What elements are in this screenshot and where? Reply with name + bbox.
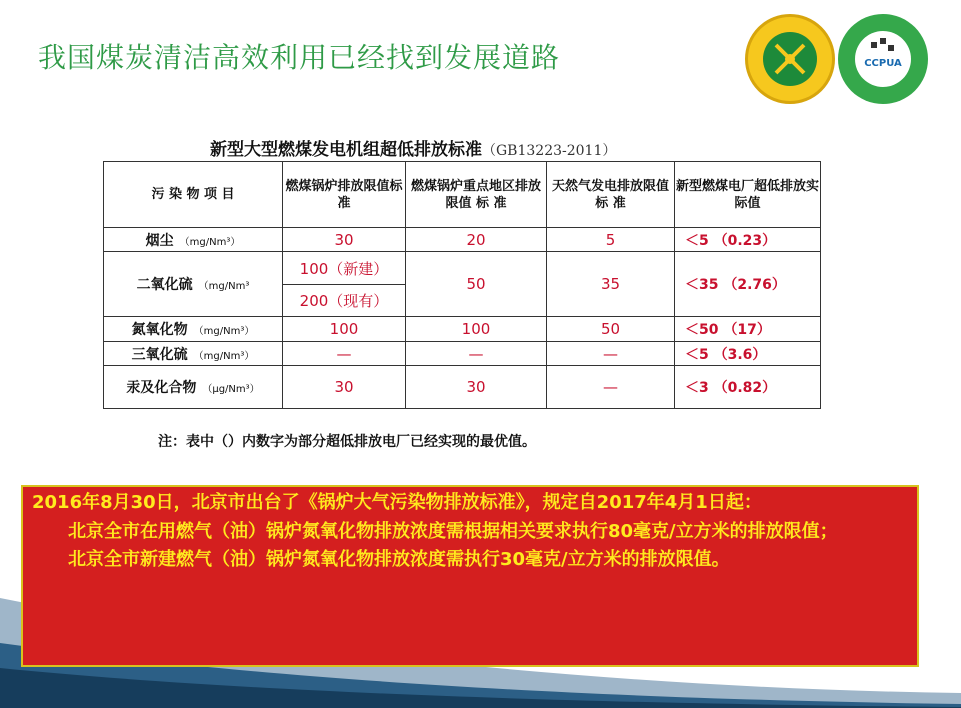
pollutant-label: 氮氧化物 （mg/Nm³） — [104, 317, 283, 342]
pollutant-label: 二氧化硫 （mg/Nm³ — [104, 252, 283, 317]
pollutant-label: 汞及化合物 （μg/Nm³） — [104, 366, 283, 409]
coal-association-logo — [745, 14, 835, 104]
gas-limit-value: 35 — [547, 252, 675, 317]
header-gas-limit: 天然气发电排放限值 标 准 — [547, 162, 675, 228]
gas-limit-value: 50 — [547, 317, 675, 342]
pollutant-label: 三氧化硫 （mg/Nm³） — [104, 342, 283, 366]
coal-limit-value: 30 — [283, 366, 406, 409]
coal-limit-new-value: 100（新建） — [283, 252, 406, 285]
slide-title: 我国煤炭清洁高效利用已经找到发展道路 — [38, 41, 561, 74]
coal-limit-existing-value: 200（现有） — [283, 285, 406, 317]
gas-limit-value: — — [547, 342, 675, 366]
callout-line-2: 北京全市在用燃气（油）锅炉氮氧化物排放浓度需根据相关要求执行80毫克/立方米的排放限值； — [68, 520, 838, 542]
table-row — [104, 366, 821, 409]
coal-limit-value: 30 — [283, 228, 406, 252]
callout-line-1: 2016年8月30日，北京市出台了《锅炉大气污染物排放标准》，规定自2017年4月1日起： — [32, 492, 762, 513]
gas-limit-value: 5 — [547, 228, 675, 252]
table-row — [104, 228, 821, 252]
key-region-value: — — [406, 342, 547, 366]
header-coal-limit: 燃煤锅炉排放限值标准 — [283, 162, 406, 228]
key-region-value: 30 — [406, 366, 547, 409]
table-title — [210, 135, 616, 160]
table-row — [104, 252, 821, 285]
table-title-text: 新型大型燃煤发电机组超低排放标准 — [210, 140, 482, 160]
key-region-value: 20 — [406, 228, 547, 252]
actual-value: ＜50 （17） — [675, 317, 821, 342]
actual-value: ＜5 （0.23） — [675, 228, 821, 252]
beijing-standard-callout — [21, 485, 919, 667]
callout-line-3: 北京全市新建燃气（油）锅炉氮氧化物排放浓度需执行30毫克/立方米的排放限值。 — [68, 549, 730, 570]
header-key-region-limit: 燃煤锅炉重点地区排放限值 标 准 — [406, 162, 547, 228]
actual-value: ＜35 （2.76） — [675, 252, 821, 317]
ccpua-logo-text: CCPUA — [864, 58, 902, 69]
gas-limit-value: — — [547, 366, 675, 409]
ccpua-logo — [838, 14, 928, 104]
header-actual: 新型燃煤电厂超低排放实际值 — [675, 162, 821, 228]
coal-limit-value: — — [283, 342, 406, 366]
table-row — [104, 317, 821, 342]
pollutant-label: 烟尘 （mg/Nm³） — [104, 228, 283, 252]
table-header-row — [104, 162, 821, 228]
key-region-value: 50 — [406, 252, 547, 317]
table-row — [104, 342, 821, 366]
header-pollutant: 污 染 物 项 目 — [104, 162, 283, 228]
table-note: 注：表中（）内数字为部分超低排放电厂已经实现的最优值。 — [158, 434, 536, 450]
coal-limit-value: 100 — [283, 317, 406, 342]
emission-standards-table — [103, 161, 821, 409]
actual-value: ＜5 （3.6） — [675, 342, 821, 366]
actual-value: ＜3 （0.82） — [675, 366, 821, 409]
standard-code: （GB13223-2011） — [482, 143, 617, 159]
key-region-value: 100 — [406, 317, 547, 342]
